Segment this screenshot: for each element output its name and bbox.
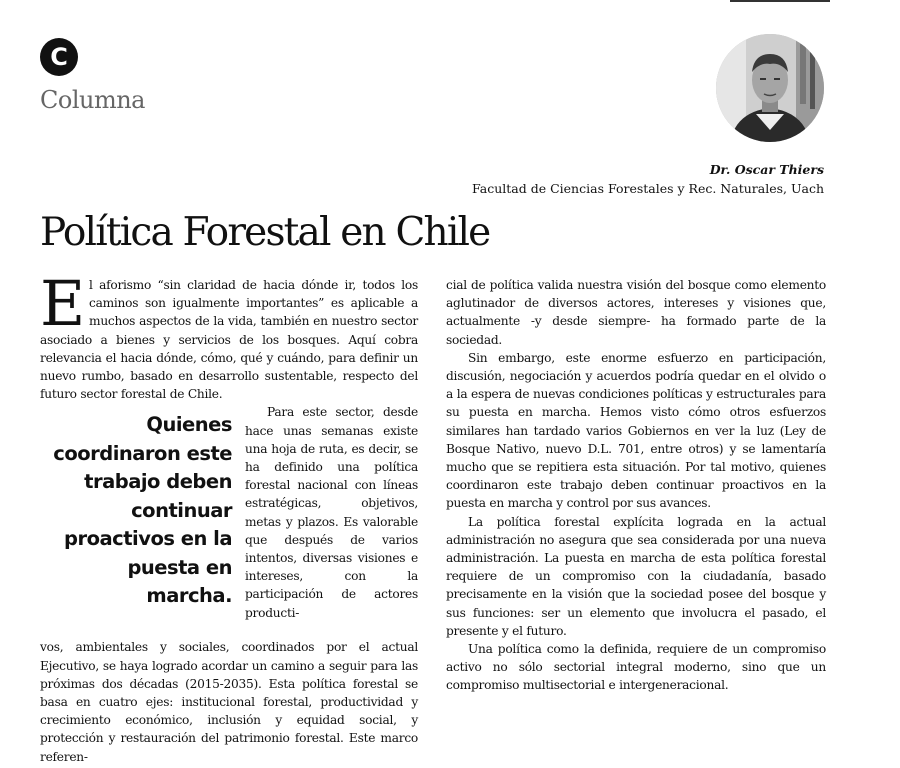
paragraph-2b: vos, ambientales y sociales, coordinados por el actual Ejecutivo, se haya logrado acordar un camino a seguir para las próximas dos décadas (2015-2035). Esta política forestal se basa en cuatro ejes: institucional forestal, productividad y crecimiento económico, inclusión y equidad social, y protección y restauración del patrimonio forestal. Este marco referen- [40, 640, 418, 764]
section-label: Columna [40, 86, 145, 114]
pullquote: Quienes coordinaron este trabajo deben continuar proactivos en la puesta en marcha. [53, 413, 232, 608]
paragraph-4: La política forestal explícita lograda en la actual administración no asegura que sea considerada por una nueva administración. La puesta en marcha de esta política forestal requiere de un compromiso con la ciudadanía, basado precisamente en la visión que la sociedad posee del bosque y sus funciones: ser un elemento que involucra el pasado, el presente y el futuro. [446, 514, 826, 638]
drop-cap: E [40, 267, 86, 340]
column-badge: C [40, 38, 78, 76]
paragraph-intro [40, 267, 418, 403]
article-column-left [40, 267, 418, 766]
article-title: Política Forestal en Chile [40, 210, 490, 255]
paragraph-3: Sin embargo, este enorme esfuerzo en participación, discusión, negociación y acuerdos podría quedar en el olvido o a la espera de nuevas condiciones políticas y estructurales para su puesta en marcha. Hemos visto cómo otros esfuerzos similares han tardado varios Gobiernos en ver la luz (Ley de Bosque Nativo, nuevo D.L. 701, entre otros) y se lamentaría mucho que se repitiera esta situación. Por tal motivo, quienes coordinaron este trabajo deben continuar proactivos en la puesta en marcha y control por sus avances. [446, 350, 826, 511]
author-name: Dr. Oscar Thiers [709, 162, 824, 177]
top-rule [730, 0, 830, 2]
paragraph-intro-text: l aforismo “sin claridad de hacia dónde ir, todos los caminos son igualmente importantes” es aplicable a muchos aspectos de la vida, también en nuestro sector asociado a bienes y servicios de los bosques. Aquí cobra relevancia el hacia dónde, cómo, qué y cuándo, para definir un nuevo rumbo, basado en desarrollo sustentable, respecto del futuro sector forestal de Chile. [40, 278, 418, 402]
pullquote-block [40, 403, 418, 638]
paragraph-5: Una política como la definida, requiere de un compromiso activo no sólo sectorial integral moderno, sino que un compromiso multisectorial e intergeneracional. [446, 642, 826, 693]
author-photo [716, 34, 824, 142]
author-portrait-icon [716, 34, 824, 142]
author-byline [472, 160, 824, 198]
author-affiliation: Facultad de Ciencias Forestales y Rec. Naturales, Uach [471, 181, 824, 196]
paragraph-2a: Para este sector, desde hace unas semanas existe una hoja de ruta, es decir, se ha definido una política forestal nacional con líneas estratégicas, objetivos, metas y plazos. Es valorable que después de varios intentos, diversas visiones e intereses, con la participación de actores producti- [245, 405, 418, 620]
paragraph-2c: cial de política valida nuestra visión del bosque como elemento aglutinador de diversos actores, intereses y visiones que, actualmente -y desde siempre- ha formado parte de la sociedad. [446, 278, 826, 347]
article-column-right [446, 276, 826, 695]
